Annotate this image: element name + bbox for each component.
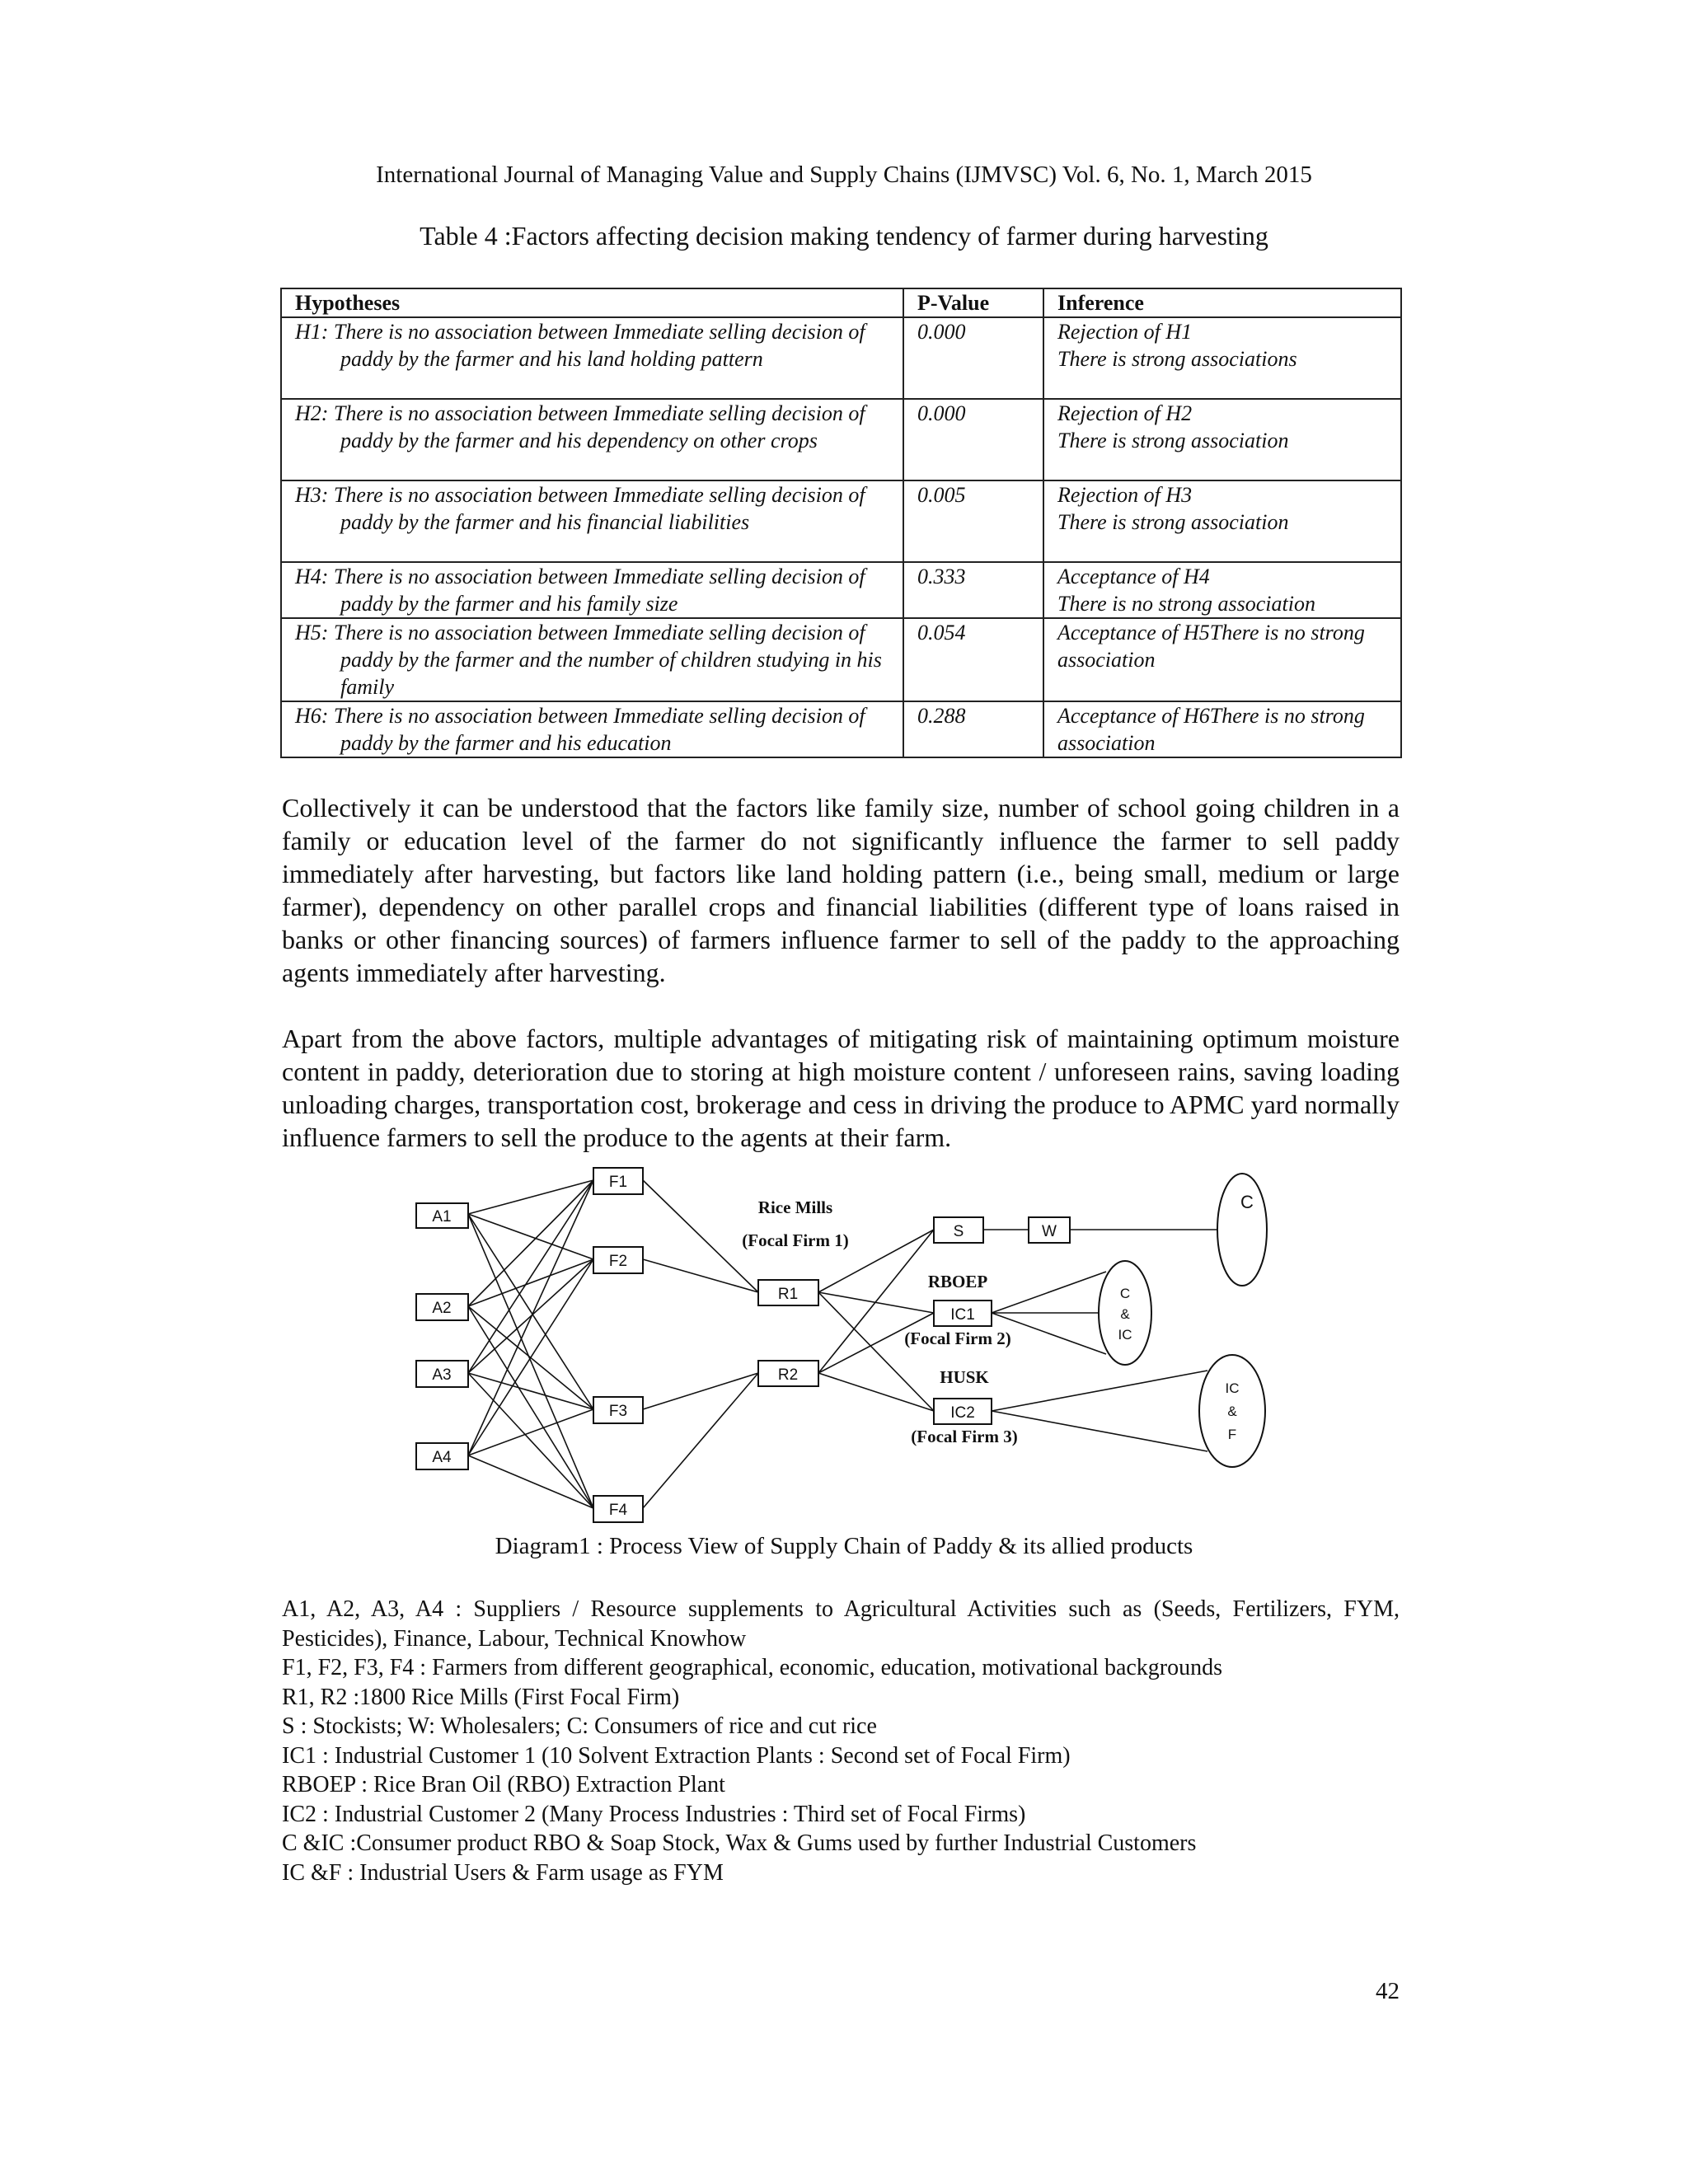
node-a4: A4 — [432, 1449, 452, 1466]
node-f2: F2 — [608, 1253, 628, 1270]
body-paragraph-2: Apart from the above factors, multiple advantages of mitigating risk of maintaining optimum moisture content in paddy, deterioration due to storing at high moisture content / unforeseen rains, saving loading unloading charges, transportation cost, brokerage and cess in driving the produce to APMC yard normally influence farmers to sell the produce to the agents at their farm. — [282, 1024, 1400, 1152]
inference-decision: Rejection of H1 — [1057, 320, 1193, 344]
node-r1: R1 — [777, 1286, 799, 1303]
legend-item: C &IC :Consumer product RBO & Soap Stock, Wax & Gums used by further Industrial Customers — [282, 1830, 1197, 1856]
ellipse-icf-line: & — [1227, 1404, 1237, 1419]
legend-item: S : Stockists; W: Wholesalers; C: Consumers of rice and cut rice — [282, 1713, 877, 1739]
inference-cell — [1043, 480, 1401, 562]
ellipse-cic-line: & — [1120, 1306, 1130, 1322]
inference-text: Acceptance of H6There is no strong association — [1057, 704, 1365, 755]
hypothesis-cell — [281, 618, 903, 701]
label-focal-firm-1: (Focal Firm 1) — [742, 1230, 849, 1250]
hypothesis-text: H1: There is no association between Immediate selling decision of paddy by the farmer and his land holding pattern — [295, 320, 865, 371]
table-row — [281, 399, 1401, 480]
supply-chain-diagram — [404, 1154, 1294, 1533]
p-value-cell: 0.054 — [903, 618, 1043, 701]
table-row — [281, 480, 1401, 562]
p-value-cell: 0.288 — [903, 701, 1043, 757]
inference-cell — [1043, 701, 1401, 757]
hypothesis-text: H2: There is no association between Immediate selling decision of paddy by the farmer and his dependency on other crops — [295, 401, 865, 452]
inference-cell — [1043, 618, 1401, 701]
ellipse-cic-line: C — [1119, 1286, 1131, 1301]
p-value-cell: 0.000 — [903, 399, 1043, 480]
p-value-cell: 0.333 — [903, 562, 1043, 618]
legend-item: A1, A2, A3, A4 : Suppliers / Resource supplements to Agricultural Activities such as (Seeds, Fertilizers, FYM, Pesticides), Finance, Labour, Technical Knowhow — [282, 1596, 1400, 1652]
hypothesis-text: H6: There is no association between Immediate selling decision of paddy by the farmer and his education — [295, 704, 865, 755]
column-header: Inference — [1043, 288, 1401, 317]
hypothesis-cell — [281, 399, 903, 480]
inference-decision: Rejection of H3 — [1057, 483, 1193, 507]
node-ic1: IC1 — [950, 1306, 975, 1324]
column-header: Hypotheses — [281, 288, 903, 317]
legend-item: IC2 : Industrial Customer 2 (Many Process Industries : Third set of Focal Firms) — [282, 1801, 1026, 1827]
node-f3: F3 — [608, 1403, 628, 1420]
table-header-row — [281, 288, 1401, 317]
running-header: International Journal of Managing Value and Supply Chains (IJMVSC) Vol. 6, No. 1, March 2015 — [376, 162, 1312, 188]
diagram-caption: Diagram1 : Process View of Supply Chain of Paddy & its allied products — [495, 1533, 1193, 1559]
inference-cell — [1043, 562, 1401, 618]
label-rboep: RBOEP — [927, 1272, 988, 1291]
inference-detail: There is no strong association — [1057, 592, 1315, 616]
table-row — [281, 317, 1401, 399]
node-w: W — [1042, 1223, 1057, 1240]
node-s: S — [953, 1223, 964, 1240]
hypothesis-text: H4: There is no association between Immediate selling decision of paddy by the farmer and his family size — [295, 565, 865, 616]
legend-item: IC1 : Industrial Customer 1 (10 Solvent Extraction Plants : Second set of Focal Firm) — [282, 1742, 1071, 1769]
ellipse-icf-line: IC — [1225, 1380, 1240, 1396]
legend-item: R1, R2 :1800 Rice Mills (First Focal Firm) — [282, 1684, 680, 1710]
p-value-cell: 0.005 — [903, 480, 1043, 562]
legend-item: IC &F : Industrial Users & Farm usage as FYM — [282, 1859, 724, 1886]
node-f4: F4 — [608, 1502, 628, 1519]
diagram-legend — [282, 1595, 1400, 1887]
hypothesis-cell — [281, 701, 903, 757]
hypothesis-text: H5: There is no association between Immediate selling decision of paddy by the farmer and the number of children studying in his family — [295, 621, 882, 699]
inference-cell — [1043, 399, 1401, 480]
page-number: 42 — [1376, 1978, 1400, 2004]
table-row — [281, 618, 1401, 701]
inference-decision: Acceptance of H4 — [1057, 565, 1210, 588]
label-rice-mills: Rice Mills — [757, 1197, 833, 1217]
legend-item: F1, F2, F3, F4 : Farmers from different geographical, economic, education, motivational backgrounds — [282, 1655, 1223, 1680]
hypothesis-text: H3: There is no association between Immediate selling decision of paddy by the farmer and his financial liabilities — [295, 483, 865, 534]
table-title: Table 4 :Factors affecting decision making tendency of farmer during harvesting — [420, 221, 1268, 251]
node-r2: R2 — [777, 1366, 799, 1384]
inference-detail: There is strong association — [1057, 510, 1289, 534]
node-a2: A2 — [432, 1300, 452, 1317]
column-header: P-Value — [903, 288, 1043, 317]
node-c: C — [1240, 1192, 1254, 1212]
hypothesis-cell — [281, 480, 903, 562]
label-focal-firm-3: (Focal Firm 3) — [911, 1427, 1018, 1446]
p-value-cell: 0.000 — [903, 317, 1043, 399]
table-row — [281, 701, 1401, 757]
node-a3: A3 — [432, 1366, 452, 1384]
hypotheses-table — [280, 288, 1402, 758]
inference-detail: There is strong associations — [1057, 347, 1297, 371]
ellipse-cic-line: IC — [1118, 1327, 1132, 1343]
node-ic2: IC2 — [950, 1404, 975, 1422]
inference-detail: There is strong association — [1057, 429, 1289, 452]
hypothesis-cell — [281, 317, 903, 399]
label-focal-firm-2: (Focal Firm 2) — [904, 1329, 1011, 1348]
hypothesis-cell — [281, 562, 903, 618]
inference-text: Acceptance of H5There is no strong association — [1057, 621, 1365, 672]
node-f1: F1 — [608, 1174, 628, 1191]
inference-decision: Rejection of H2 — [1057, 401, 1193, 425]
inference-cell — [1043, 317, 1401, 399]
node-a1: A1 — [432, 1208, 452, 1226]
body-paragraph-1: Collectively it can be understood that the factors like family size, number of school going children in a family or education level of the farmer do not significantly influence the farmer to sell paddy immediately after harvesting, but factors like land holding pattern (i.e., being small, medium or large farmer), dependency on other parallel crops and financial liabilities (different type of loans raised in banks or other financing sources) of farmers influence farmer to sell of the paddy to the approaching agents immediately after harvesting. — [282, 793, 1400, 987]
table-row — [281, 562, 1401, 618]
ellipse-icf-line: F — [1227, 1427, 1237, 1442]
label-husk: HUSK — [940, 1367, 989, 1387]
legend-item: RBOEP : Rice Bran Oil (RBO) Extraction Plant — [282, 1772, 725, 1797]
